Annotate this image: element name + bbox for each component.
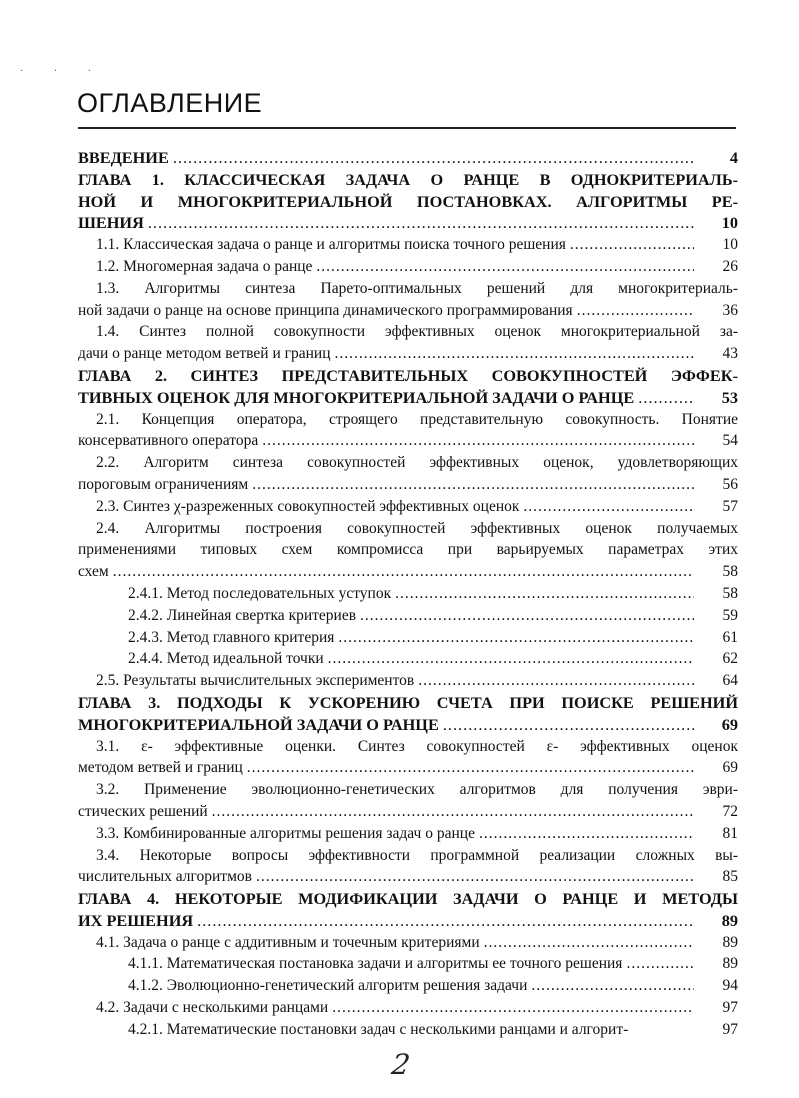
- toc-page-number: 89: [722, 955, 738, 973]
- toc-entry-text: 1.1. Классическая задача о ранце и алгоритмы поиска точного решения: [96, 236, 566, 254]
- toc-entry-text: 2.4.1. Метод последовательных уступок: [128, 584, 392, 602]
- toc-section-entry[interactable]: [78, 605, 738, 627]
- toc-entry-last-line: [78, 714, 738, 736]
- title-rule: [78, 127, 736, 129]
- toc-entry-last-line: [78, 234, 738, 256]
- toc-page-number: 72: [722, 802, 738, 820]
- toc-entry-last-line: [78, 932, 738, 954]
- dot-leader: [173, 147, 694, 169]
- toc-page-number: 36: [722, 301, 738, 319]
- toc-entry-last-line: [78, 474, 738, 496]
- toc-page-number: 97: [722, 1020, 738, 1038]
- toc-entry-text: НОЙ И МНОГОКРИТЕРИАЛЬНОЙ ПОСТАНОВКАХ. АЛГОРИТМЫ РЕ-: [78, 191, 738, 211]
- dot-leader: [212, 801, 694, 823]
- dot-leader: [531, 975, 694, 997]
- toc-entry-text: 1.3. Алгоритмы синтеза Парето-оптимальных решений для многокритериаль-: [96, 279, 738, 297]
- toc-entry-text: числительных алгоритмов: [78, 868, 252, 886]
- dot-leader: [148, 212, 694, 234]
- dot-leader: [197, 910, 694, 932]
- toc-entry-text: ВВЕДЕНИЕ: [78, 148, 169, 167]
- handwritten-page-number: 2: [389, 1048, 413, 1081]
- toc-section-entry[interactable]: [78, 670, 738, 692]
- toc-page-number: 97: [722, 999, 738, 1017]
- toc-entry-last-line: [78, 256, 738, 278]
- toc-entry-text: 4.1.2. Эволюционно-генетический алгоритм решения задачи: [128, 977, 528, 995]
- dot-leader: [252, 474, 694, 496]
- toc-page-number: 56: [722, 475, 738, 493]
- toc-section-entry[interactable]: [78, 823, 738, 845]
- toc-page-number: 64: [722, 672, 738, 690]
- toc-entry-last-line: [78, 561, 738, 583]
- dot-leader: [443, 714, 694, 736]
- toc-section-entry[interactable]: [78, 779, 738, 823]
- toc-page-number: 58: [722, 584, 738, 602]
- dot-leader: [335, 343, 695, 365]
- toc-entry-last-line: [78, 975, 738, 997]
- toc-entry-text: пороговым ограничениям: [78, 475, 249, 493]
- toc-chapter-entry[interactable]: [78, 692, 738, 736]
- dot-leader: [484, 932, 694, 954]
- toc-section-entry[interactable]: [78, 256, 738, 278]
- toc-entry-text: 2.1. Концепция оператора, строящего представительную совокупность. Понятие: [96, 410, 738, 428]
- toc-entry-last-line: [78, 997, 738, 1019]
- toc-page-number: 43: [722, 345, 738, 363]
- toc-entry-last-line: [78, 147, 738, 169]
- toc-entry-text: 1.2. Многомерная задача о ранце: [96, 257, 313, 275]
- toc-section-entry[interactable]: [78, 278, 738, 322]
- toc-entry-text: 2.4.2. Линейная свертка критериев: [128, 606, 357, 624]
- dot-leader: [113, 561, 694, 583]
- toc-page-number: 4: [729, 148, 738, 167]
- toc-section-entry[interactable]: [78, 845, 738, 889]
- dot-leader: [638, 387, 694, 409]
- toc-entry-text: стических решений: [78, 802, 208, 820]
- toc-entry-text: дачи о ранце методом ветвей и границ: [78, 345, 331, 363]
- dot-leader: [395, 583, 694, 605]
- toc-entry-text: ШЕНИЯ: [78, 213, 144, 233]
- toc-page-number: 85: [722, 868, 738, 886]
- toc-chapter-entry[interactable]: [78, 147, 738, 169]
- toc-entry-text: методом ветвей и границ: [78, 759, 243, 777]
- dot-leader: [256, 866, 694, 888]
- toc-entry-last-line: [78, 496, 738, 518]
- toc-page-number: 94: [722, 977, 738, 995]
- toc-entry-text: 2.4. Алгоритмы построения совокупностей эффективных оценок получаемых: [96, 519, 738, 537]
- toc-section-entry[interactable]: [78, 518, 738, 583]
- toc-entry-last-line: [78, 910, 738, 932]
- toc-section-entry[interactable]: [78, 975, 738, 997]
- toc-entry-text: 1.4. Синтез полной совокупности эффективных оценок многокритериальной за-: [96, 323, 738, 341]
- toc-entry-text: консервативного оператора: [78, 432, 259, 450]
- toc-entry-text: 2.4.4. Метод идеальной точки: [128, 650, 324, 668]
- toc-entry-text: 2.5. Результаты вычислительных экспериментов: [96, 672, 415, 690]
- toc-entry-text: 2.3. Синтез χ-разреженных совокупностей эффективных оценок: [96, 497, 520, 515]
- toc-entry-text: 4.1. Задача о ранце с аддитивным и точечным критериями: [96, 933, 480, 951]
- toc-entry-last-line: [78, 583, 738, 605]
- toc-entry-last-line: [78, 801, 738, 823]
- toc-entry-last-line: [78, 605, 738, 627]
- toc-entry-last-line: [78, 866, 738, 888]
- toc-entry-last-line: [78, 823, 738, 845]
- toc-section-entry[interactable]: [78, 496, 738, 518]
- toc-entry-text: ИХ РЕШЕНИЯ: [78, 910, 194, 930]
- toc-entry-text: 4.2.1. Математические постановки задач с несколькими ранцами и алгорит-: [128, 1020, 629, 1038]
- toc-page-number: 69: [722, 759, 738, 777]
- toc-entry-text: МНОГОКРИТЕРИАЛЬНОЙ ЗАДАЧИ О РАНЦЕ: [78, 714, 439, 734]
- toc-page-number: 61: [722, 628, 738, 646]
- toc-entry-last-line: [78, 670, 738, 692]
- toc-entry-text: схем: [78, 563, 109, 581]
- toc-page-number: 10: [721, 213, 738, 233]
- dot-leader: [418, 670, 694, 692]
- toc-section-entry[interactable]: [78, 932, 738, 954]
- toc-entry-text: ГЛАВА 3. ПОДХОДЫ К УСКОРЕНИЮ СЧЕТА ПРИ ПОИСКЕ РЕШЕНИЙ: [78, 692, 738, 712]
- toc-section-entry[interactable]: [78, 953, 738, 975]
- toc-entry-last-line: [78, 430, 738, 452]
- toc-page-number: 26: [722, 257, 738, 275]
- toc-section-entry[interactable]: [78, 997, 738, 1019]
- dot-leader: [338, 627, 694, 649]
- toc-page-number: 54: [722, 432, 738, 450]
- toc-entry-text: 4.2. Задачи с несколькими ранцами: [96, 999, 329, 1017]
- dot-leader: [577, 300, 694, 322]
- toc-chapter-entry[interactable]: [78, 365, 738, 409]
- dot-leader: [360, 605, 694, 627]
- toc-entry-text: ГЛАВА 1. КЛАССИЧЕСКАЯ ЗАДАЧА О РАНЦЕ В ОДНОКРИТЕРИАЛЬ-: [78, 169, 738, 189]
- dot-leader: [247, 757, 694, 779]
- toc-page-number: 89: [721, 910, 738, 930]
- toc-section-entry[interactable]: [78, 627, 738, 649]
- toc-entry-last-line: [78, 343, 738, 365]
- toc-section-entry[interactable]: [78, 583, 738, 605]
- dot-leader: [332, 997, 694, 1019]
- toc-entry-text: ГЛАВА 2. СИНТЕЗ ПРЕДСТАВИТЕЛЬНЫХ СОВОКУПНОСТЕЙ ЭФФЕК-: [78, 365, 738, 385]
- toc-page-number: 89: [722, 933, 738, 951]
- toc-entry-last-line: [78, 212, 738, 234]
- toc-entry-text: 3.4. Некоторые вопросы эффективности программной реализации сложных вы-: [96, 846, 738, 864]
- toc-entry-text: 3.3. Комбинированные алгоритмы решения задач о ранце: [96, 824, 475, 842]
- toc-page-number: 81: [722, 824, 738, 842]
- toc-entry-last-line: [78, 757, 738, 779]
- dot-leader: [262, 430, 694, 452]
- dot-leader: [328, 648, 694, 670]
- toc-entry-text: ГЛАВА 4. НЕКОТОРЫЕ МОДИФИКАЦИИ ЗАДАЧИ О РАНЦЕ И МЕТОДЫ: [78, 889, 738, 909]
- toc-section-entry[interactable]: [78, 736, 738, 780]
- toc-page-number: 58: [722, 563, 738, 581]
- toc-entry-text: применениями типовых схем компромисса при варьируемых параметрах этих: [78, 541, 738, 559]
- toc-section-entry[interactable]: [78, 321, 738, 365]
- toc-chapter-entry[interactable]: [78, 169, 738, 234]
- dot-leader: [316, 256, 694, 278]
- toc-section-entry[interactable]: [78, 409, 738, 453]
- toc-entry-text: ТИВНЫХ ОЦЕНОК ДЛЯ МНОГОКРИТЕРИАЛЬНОЙ ЗАДАЧИ О РАНЦЕ: [78, 387, 635, 407]
- scan-specks: · · ·: [20, 66, 105, 77]
- toc-entry-text: 2.2. Алгоритм синтеза совокупностей эффективных оценок, удовлетворяющих: [96, 454, 738, 472]
- toc-entry-last-line: [78, 648, 738, 670]
- toc-page-number: 10: [722, 236, 738, 254]
- toc-entry-last-line: [78, 953, 738, 975]
- toc-entry-text: 4.1.1. Математическая постановка задачи и алгоритмы ее точного решения: [128, 955, 623, 973]
- toc-page-number: 59: [722, 606, 738, 624]
- table-of-contents: [78, 147, 738, 1041]
- toc-section-entry[interactable]: [78, 234, 738, 256]
- dot-leader: [523, 496, 694, 518]
- toc-page-number: 53: [721, 387, 738, 407]
- toc-entry-text: ной задачи о ранце на основе принципа динамического программирования: [78, 301, 573, 319]
- dot-leader: [626, 953, 694, 975]
- toc-section-entry[interactable]: [78, 452, 738, 496]
- toc-page-number: 69: [721, 714, 738, 734]
- toc-entry-last-line: [78, 387, 738, 409]
- toc-page-number: 57: [722, 497, 738, 515]
- toc-page-number: 62: [722, 650, 738, 668]
- dot-leader: [479, 823, 694, 845]
- toc-section-entry[interactable]: [78, 648, 738, 670]
- toc-entry-text: 3.2. Применение эволюционно-генетических алгоритмов для получения эври-: [96, 781, 738, 799]
- toc-entry-last-line: [78, 627, 738, 649]
- toc-entry-text: 2.4.3. Метод главного критерия: [128, 628, 335, 646]
- toc-section-entry[interactable]: [78, 1019, 738, 1041]
- toc-entry-last-line: [78, 300, 738, 322]
- toc-chapter-entry[interactable]: [78, 888, 738, 932]
- dot-leader: [570, 234, 694, 256]
- toc-entry-last-line: [78, 1019, 738, 1041]
- toc-entry-text: 3.1. ε- эффективные оценки. Синтез совокупностей ε- эффективных оценок: [96, 737, 738, 755]
- page-title: ОГЛАВЛЕНИЕ: [77, 88, 263, 118]
